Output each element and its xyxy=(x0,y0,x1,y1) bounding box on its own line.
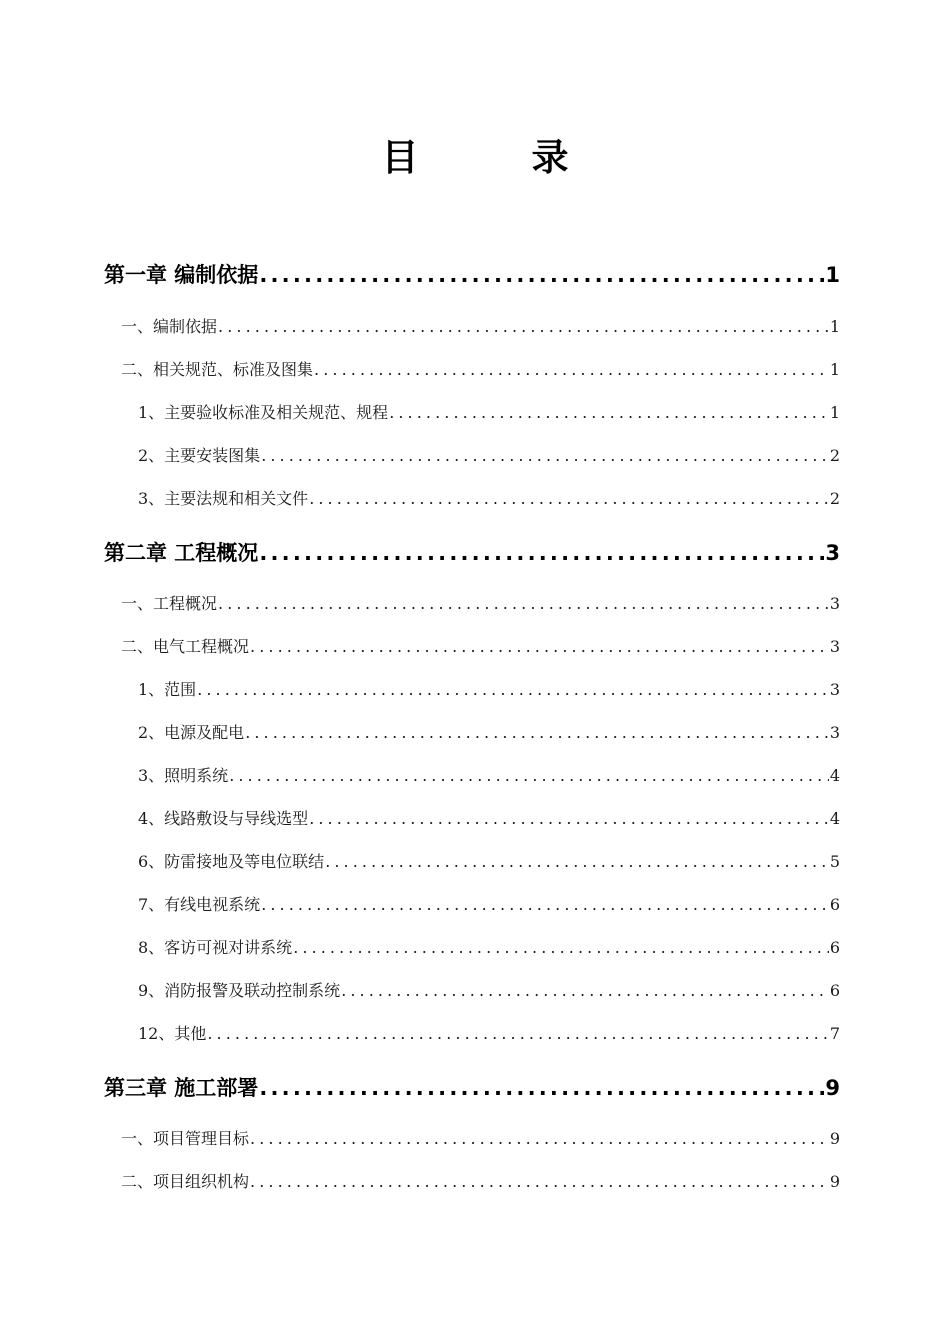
toc-entry-subsection[interactable] xyxy=(138,894,840,916)
toc-entry-label: 二、电气工程概况 xyxy=(121,637,250,656)
dot-leader xyxy=(309,488,829,510)
toc-entry-section[interactable] xyxy=(121,593,840,615)
toc-entry-subsection[interactable] xyxy=(138,980,840,1002)
toc-entry-subsection[interactable] xyxy=(138,679,840,701)
toc-entry-label: 9、消防报警及联动控制系统 xyxy=(138,981,341,1000)
toc-entry-subsection[interactable] xyxy=(138,402,840,424)
toc-entry-section[interactable] xyxy=(121,1171,840,1193)
toc-entry-page: 2 xyxy=(829,446,840,465)
toc-entry-label: 7、有线电视系统 xyxy=(138,895,261,914)
dot-leader xyxy=(259,1074,824,1102)
toc-entry-label: 12、其他 xyxy=(138,1024,207,1043)
dot-leader xyxy=(229,765,829,787)
toc-entry-section[interactable] xyxy=(121,636,840,658)
dot-leader xyxy=(250,1171,829,1193)
toc-entry-page: 4 xyxy=(829,809,840,828)
toc-entry-label: 2、电源及配电 xyxy=(138,723,245,742)
dot-leader xyxy=(197,679,829,701)
toc-entry-page: 9 xyxy=(829,1172,840,1191)
toc-entry-page: 5 xyxy=(829,852,840,871)
dot-leader xyxy=(261,894,829,916)
toc-entry-label: 1、范围 xyxy=(138,680,197,699)
toc-entry-page: 4 xyxy=(829,766,840,785)
toc-entry-chapter-1[interactable] xyxy=(104,261,840,289)
toc-entry-subsection[interactable] xyxy=(138,1023,840,1045)
toc-entry-subsection[interactable] xyxy=(138,808,840,830)
dot-leader xyxy=(245,722,829,744)
dot-leader xyxy=(325,851,829,873)
toc-entry-page: 1 xyxy=(825,263,840,287)
dot-leader xyxy=(314,359,829,381)
toc-entry-page: 3 xyxy=(829,723,840,742)
toc-entry-page: 6 xyxy=(829,895,840,914)
toc-entry-label: 3、照明系统 xyxy=(138,766,229,785)
toc-entry-label: 一、项目管理目标 xyxy=(121,1129,250,1148)
toc-entry-page: 6 xyxy=(829,938,840,957)
toc-entry-chapter-3[interactable] xyxy=(104,1074,840,1102)
toc-entry-subsection[interactable] xyxy=(138,765,840,787)
toc-entry-section[interactable] xyxy=(121,359,840,381)
toc-entry-subsection[interactable] xyxy=(138,937,840,959)
dot-leader xyxy=(259,261,824,289)
toc-entry-page: 6 xyxy=(829,981,840,1000)
toc-entry-label: 一、工程概况 xyxy=(121,594,218,613)
toc-entry-subsection[interactable] xyxy=(138,445,840,467)
toc-entry-label: 第一章 编制依据 xyxy=(104,263,259,287)
toc-entry-label: 2、主要安装图集 xyxy=(138,446,261,465)
toc-entry-page: 3 xyxy=(825,541,840,565)
toc-entry-page: 1 xyxy=(829,360,840,379)
toc-entry-page: 1 xyxy=(829,317,840,336)
toc-entry-chapter-2[interactable] xyxy=(104,539,840,567)
toc-entry-label: 8、客访可视对讲系统 xyxy=(138,938,293,957)
dot-leader xyxy=(250,1128,829,1150)
dot-leader xyxy=(218,593,829,615)
dot-leader xyxy=(250,636,829,658)
toc-entry-label: 二、相关规范、标准及图集 xyxy=(121,360,314,379)
toc-entry-label: 4、线路敷设与导线选型 xyxy=(138,809,309,828)
toc-entry-section[interactable] xyxy=(121,316,840,338)
dot-leader xyxy=(207,1023,828,1045)
dot-leader xyxy=(309,808,829,830)
toc-entry-page: 2 xyxy=(829,489,840,508)
dot-leader xyxy=(218,316,829,338)
page-title: 目 录 xyxy=(381,136,607,179)
toc-entry-label: 3、主要法规和相关文件 xyxy=(138,489,309,508)
dot-leader xyxy=(293,937,829,959)
toc-entry-label: 第二章 工程概况 xyxy=(104,541,259,565)
toc-entry-page: 7 xyxy=(829,1024,840,1043)
toc-entry-page: 9 xyxy=(829,1129,840,1148)
dot-leader xyxy=(341,980,829,1002)
toc-entry-page: 1 xyxy=(829,403,840,422)
dot-leader xyxy=(389,402,829,424)
toc-entry-label: 6、防雷接地及等电位联结 xyxy=(138,852,325,871)
toc-entry-page: 3 xyxy=(829,680,840,699)
dot-leader xyxy=(259,539,824,567)
toc-entry-label: 1、主要验收标准及相关规范、规程 xyxy=(138,403,389,422)
toc-entry-label: 第三章 施工部署 xyxy=(104,1076,259,1100)
toc-entry-section[interactable] xyxy=(121,1128,840,1150)
toc-entry-page: 9 xyxy=(825,1076,840,1100)
toc-entry-page: 3 xyxy=(829,637,840,656)
toc-entry-subsection[interactable] xyxy=(138,722,840,744)
toc-entry-label: 一、编制依据 xyxy=(121,317,218,336)
toc-entry-page: 3 xyxy=(829,594,840,613)
toc-entry-label: 二、项目组织机构 xyxy=(121,1172,250,1191)
toc-entry-subsection[interactable] xyxy=(138,851,840,873)
dot-leader xyxy=(261,445,829,467)
toc-entry-subsection[interactable] xyxy=(138,488,840,510)
